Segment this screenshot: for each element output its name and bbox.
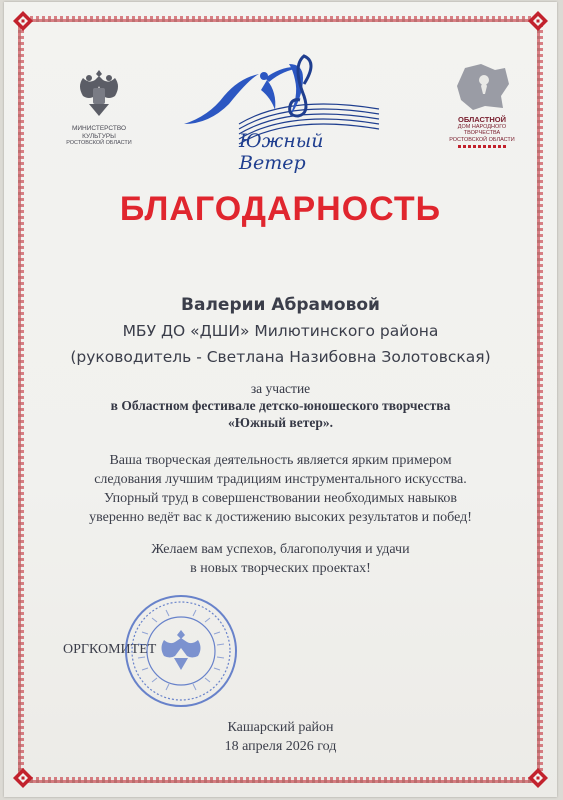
ornament-border-top (18, 16, 543, 22)
document-title: БЛАГОДАРНОСТЬ (119, 190, 442, 228)
wishes-paragraph (4, 540, 557, 578)
folk-art-house-logo (442, 62, 522, 148)
folk-art-caption-line: РОСТОВСКОЙ ОБЛАСТИ (449, 136, 515, 143)
paragraph-line: в новых творческих проектах! (190, 561, 371, 576)
issue-place: Кашарский район (227, 720, 334, 735)
participation-block (4, 380, 557, 431)
corner-ornament-icon (527, 767, 549, 789)
folk-art-caption-line: ОБЛАСТНОЙ (458, 115, 506, 124)
double-headed-eagle-emblem-icon (75, 64, 123, 120)
certificate-sheet (4, 2, 557, 797)
recipient-name: Валерии Абрамовой (181, 295, 380, 315)
paragraph-line: следования лучшим традициям инструментального искусства. (94, 472, 467, 487)
caption-ornament (458, 145, 506, 148)
paragraph-line: уверенно ведёт вас к достижению высоких результатов и побед! (89, 510, 472, 525)
official-stamp (122, 592, 240, 710)
signature-label: ОРГКОМИТЕТ (63, 642, 157, 657)
region-map-emblem-icon (451, 62, 513, 112)
event-name-line: в Областном фестивале детско-юношеского творчества (110, 398, 451, 413)
corner-ornament-icon (527, 10, 549, 32)
recipient-leader: (руководитель - Светлана Назибовна Золотовская) (70, 348, 491, 366)
ministry-logo (59, 64, 139, 148)
recipient-organization: МБУ ДО «ДШИ» Милютинского района (122, 322, 439, 340)
event-name-line: «Южный ветер». (228, 415, 333, 430)
ministry-caption-line: МИНИСТЕРСТВО (71, 125, 127, 132)
recipient-block (4, 292, 557, 370)
paragraph-line: Желаем вам успехов, благополучия и удачи (151, 542, 410, 557)
issue-date: 18 апреля 2026 год (224, 739, 337, 754)
folk-art-caption-line: ДОМ НАРОДНОГО ТВОРЧЕСТВА (457, 123, 507, 136)
corner-ornament-icon (12, 767, 34, 789)
appreciation-paragraph (4, 451, 557, 527)
ministry-caption-line: РОСТОВСКОЙ ОБЛАСТИ (66, 140, 132, 146)
festival-wordmark: Южный Ветер (239, 130, 324, 174)
ornament-border-bottom (18, 777, 543, 783)
footer-block (4, 718, 557, 756)
paragraph-line: Ваша творческая деятельность является ярким примером (109, 453, 452, 468)
participation-prefix: за участие (250, 381, 311, 396)
ministry-caption-line: КУЛЬТУРЫ (82, 132, 116, 140)
corner-ornament-icon (12, 10, 34, 32)
festival-logo (179, 54, 394, 174)
paragraph-line: Упорный труд в совершенствовании необходимых навыков (103, 491, 458, 506)
round-seal-icon (122, 592, 240, 710)
